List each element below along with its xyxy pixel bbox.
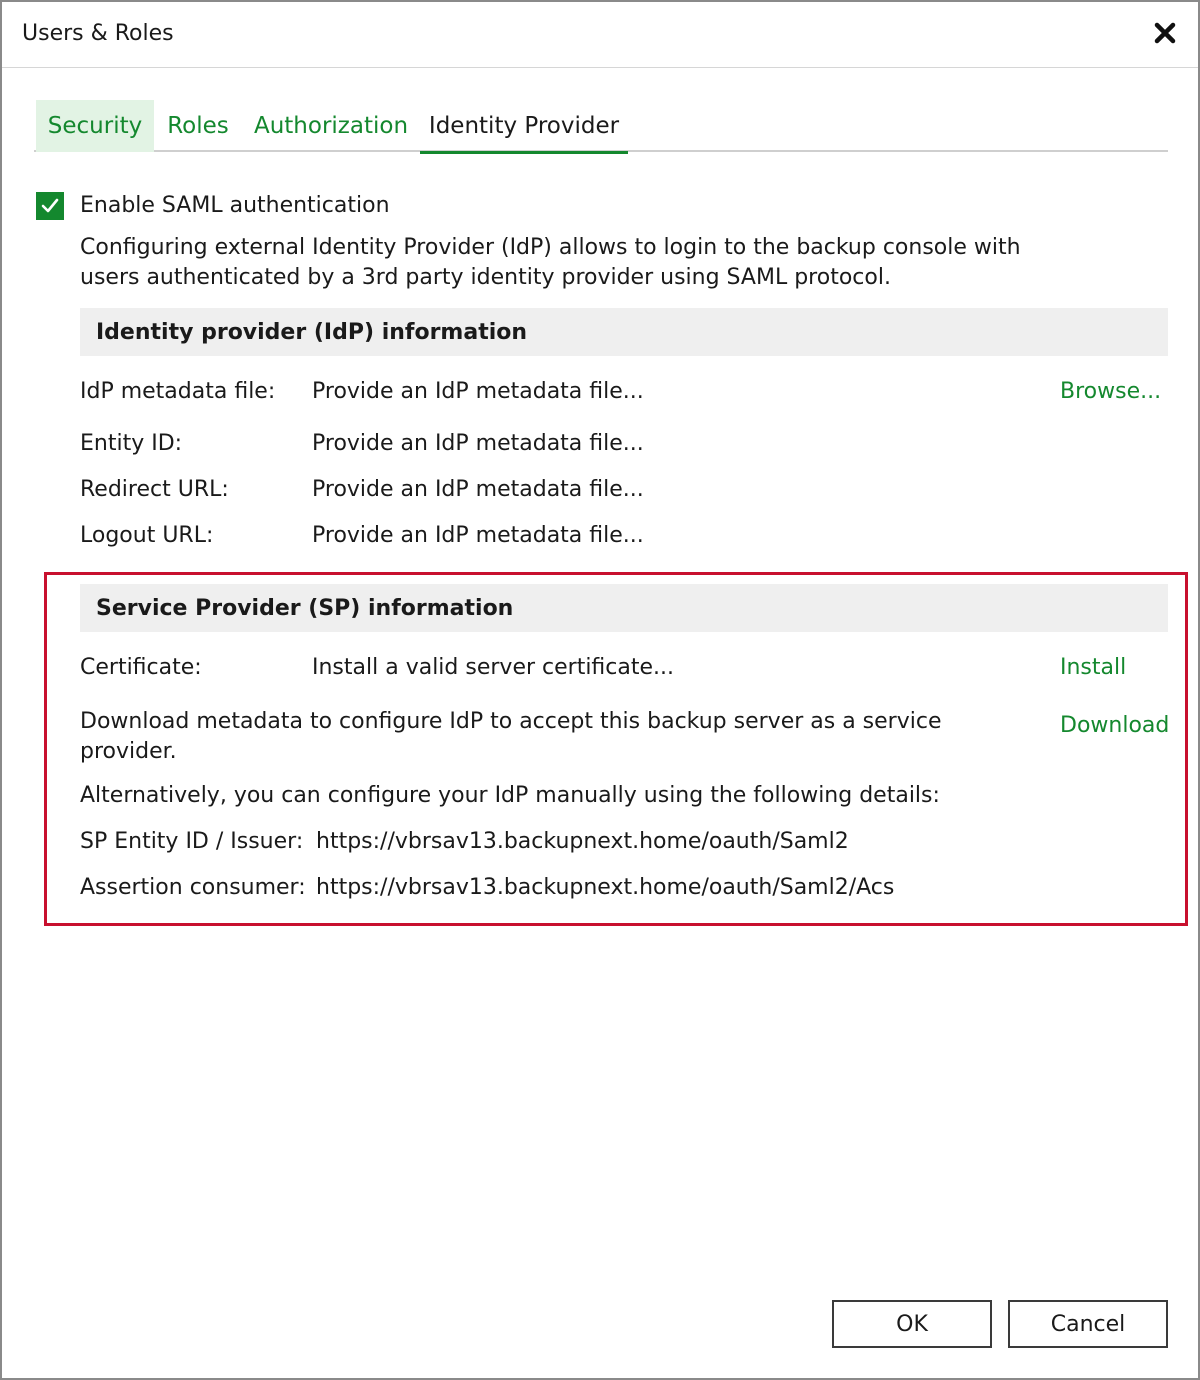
logout-url-value: Provide an IdP metadata file... — [312, 523, 644, 548]
close-button[interactable] — [1148, 16, 1182, 50]
tab-bar — [34, 100, 1168, 152]
idp-metadata-label: IdP metadata file: — [80, 379, 276, 404]
idp-metadata-value: Provide an IdP metadata file... — [312, 379, 644, 404]
logout-url-label: Logout URL: — [80, 523, 214, 548]
ok-button[interactable]: OK — [832, 1300, 992, 1348]
browse-link[interactable]: Browse... — [1060, 379, 1162, 404]
entity-id-label: Entity ID: — [80, 431, 183, 456]
download-description: Download metadata to configure IdP to accept this backup server as a service provider. — [80, 709, 942, 764]
entity-id-value: Provide an IdP metadata file... — [312, 431, 644, 456]
assertion-consumer-value: https://vbrsav13.backupnext.home/oauth/Saml2/Acs — [316, 875, 895, 900]
close-icon — [1154, 22, 1176, 44]
enable-saml-label: Enable SAML authentication — [80, 193, 390, 218]
certificate-label: Certificate: — [80, 655, 202, 680]
tab-security[interactable]: Security — [36, 100, 154, 152]
saml-description: Configuring external Identity Provider (IdP) allows to login to the backup console with users authenticated by a 3rd party identity provider using SAML protocol. — [80, 235, 1021, 290]
download-link[interactable]: Download — [1060, 713, 1170, 738]
redirect-url-label: Redirect URL: — [80, 477, 229, 502]
tab-roles[interactable]: Roles — [167, 113, 229, 139]
enable-saml-checkbox[interactable] — [36, 192, 64, 220]
cancel-button[interactable]: Cancel — [1008, 1300, 1168, 1348]
checkmark-icon — [40, 196, 60, 216]
window-title: Users & Roles — [22, 21, 174, 46]
sp-entity-id-value: https://vbrsav13.backupnext.home/oauth/Saml2 — [316, 829, 849, 854]
sp-section-header: Service Provider (SP) information — [80, 584, 1168, 632]
tab-authorization[interactable]: Authorization — [253, 113, 409, 139]
tab-identity-provider[interactable]: Identity Provider — [420, 100, 628, 152]
assertion-consumer-label: Assertion consumer: — [80, 875, 306, 900]
redirect-url-value: Provide an IdP metadata file... — [312, 477, 644, 502]
manual-config-text: Alternatively, you can configure your IdP manually using the following details: — [80, 783, 940, 808]
install-link[interactable]: Install — [1060, 655, 1127, 680]
title-bar — [2, 2, 1198, 68]
sp-entity-id-label: SP Entity ID / Issuer: — [80, 829, 304, 854]
idp-section-header: Identity provider (IdP) information — [80, 308, 1168, 356]
certificate-value: Install a valid server certificate... — [312, 655, 675, 680]
